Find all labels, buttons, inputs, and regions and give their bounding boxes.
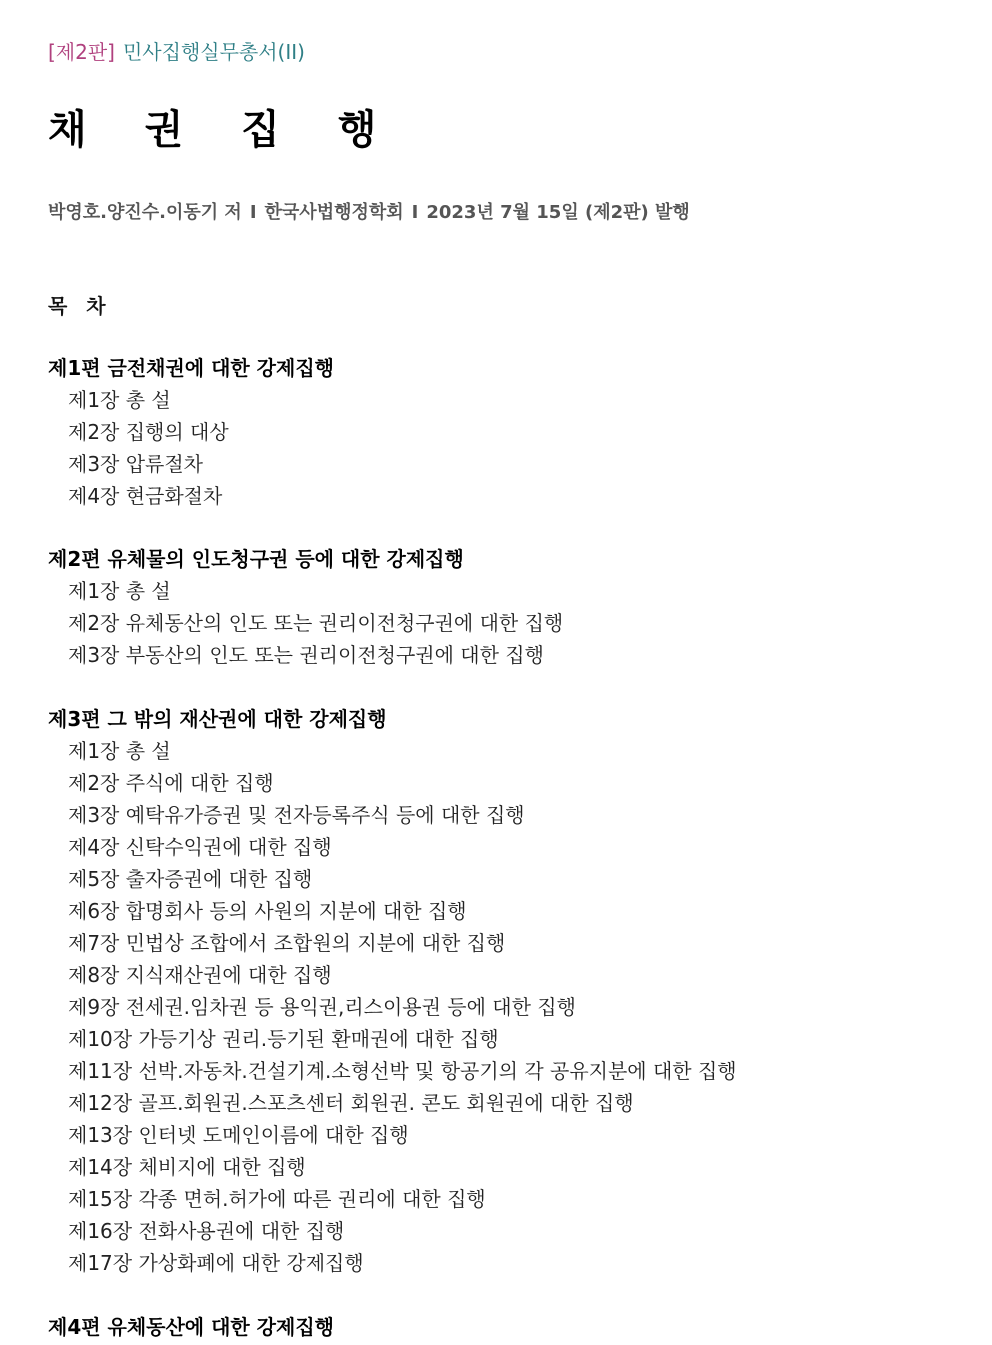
chapter-item: 제3장 부동산의 인도 또는 권리이전청구권에 대한 집행 — [68, 643, 544, 667]
authors: 박영호.양진수.이동기 저 — [48, 202, 242, 223]
chapter-item: 제8장 지식재산권에 대한 집행 — [68, 963, 332, 987]
chapter-item: 제11장 선박.자동차.건설기계.소형선박 및 항공기의 각 공유지분에 대한 집행 — [68, 1059, 737, 1083]
publish-date: 2023년 7월 15일 (제2판) 발행 — [426, 202, 690, 223]
chapter-item: 제9장 전세권.임차권 등 용익권,리스이용권 등에 대한 집행 — [68, 995, 576, 1019]
chapter-item: 제4장 현금화절차 — [68, 484, 223, 508]
chapter-item: 제2장 주식에 대한 집행 — [68, 771, 274, 795]
toc-heading: 목 차 — [48, 294, 112, 318]
chapter-item: 제5장 출자증권에 대한 집행 — [68, 867, 313, 891]
toc-part-1 — [48, 352, 334, 512]
chapter-item: 제14장 체비지에 대한 집행 — [68, 1155, 306, 1179]
publication-info — [48, 198, 690, 224]
separator: I — [249, 202, 257, 223]
chapter-item: 제1장 총 설 — [68, 739, 171, 763]
chapter-item: 제4장 신탁수익권에 대한 집행 — [68, 835, 332, 859]
edition-label: [제2판] — [48, 40, 115, 64]
chapter-item: 제13장 인터넷 도메인이름에 대한 집행 — [68, 1123, 409, 1147]
separator: I — [411, 202, 419, 223]
chapter-item: 제16장 전화사용권에 대한 집행 — [68, 1219, 345, 1243]
chapter-item: 제10장 가등기상 권리.등기된 환매권에 대한 집행 — [68, 1027, 499, 1051]
series-name: 민사집행실무총서(II) — [122, 40, 305, 64]
chapter-item: 제1장 총 설 — [68, 388, 171, 412]
toc-part-2 — [48, 543, 563, 671]
chapter-item: 제2장 유체동산의 인도 또는 권리이전청구권에 대한 집행 — [68, 611, 564, 635]
chapter-item: 제1장 총 설 — [68, 579, 171, 603]
chapter-item: 제17장 가상화폐에 대한 강제집행 — [68, 1251, 364, 1275]
chapter-item: 제3장 예탁유가증권 및 전자등록주식 등에 대한 집행 — [68, 803, 525, 827]
book-title: 채 권 집 행 — [48, 107, 399, 153]
chapter-item: 제3장 압류절차 — [68, 452, 204, 476]
chapter-item: 제6장 합명회사 등의 사원의 지분에 대한 집행 — [68, 899, 467, 923]
part-title: 제3편 그 밖의 재산권에 대한 강제집행 — [48, 707, 387, 731]
chapter-item: 제15장 각종 면허.허가에 따른 권리에 대한 집행 — [68, 1187, 486, 1211]
chapter-item: 제12장 골프.회원권.스포츠센터 회원권. 콘도 회원권에 대한 집행 — [68, 1091, 634, 1115]
part-title: 제2편 유체물의 인도청구권 등에 대한 강제집행 — [48, 547, 464, 571]
series-line — [48, 36, 305, 65]
publisher: 한국사법행정학회 — [264, 202, 404, 223]
chapter-item: 제2장 집행의 대상 — [68, 420, 229, 444]
part-title: 제1편 금전채권에 대한 강제집행 — [48, 356, 334, 380]
part-title: 제4편 유체동산에 대한 강제집행 — [48, 1315, 334, 1339]
chapter-item: 제7장 민법상 조합에서 조합원의 지분에 대한 집행 — [68, 931, 506, 955]
toc-part-4 — [48, 1311, 334, 1343]
toc-part-3 — [48, 703, 737, 1279]
